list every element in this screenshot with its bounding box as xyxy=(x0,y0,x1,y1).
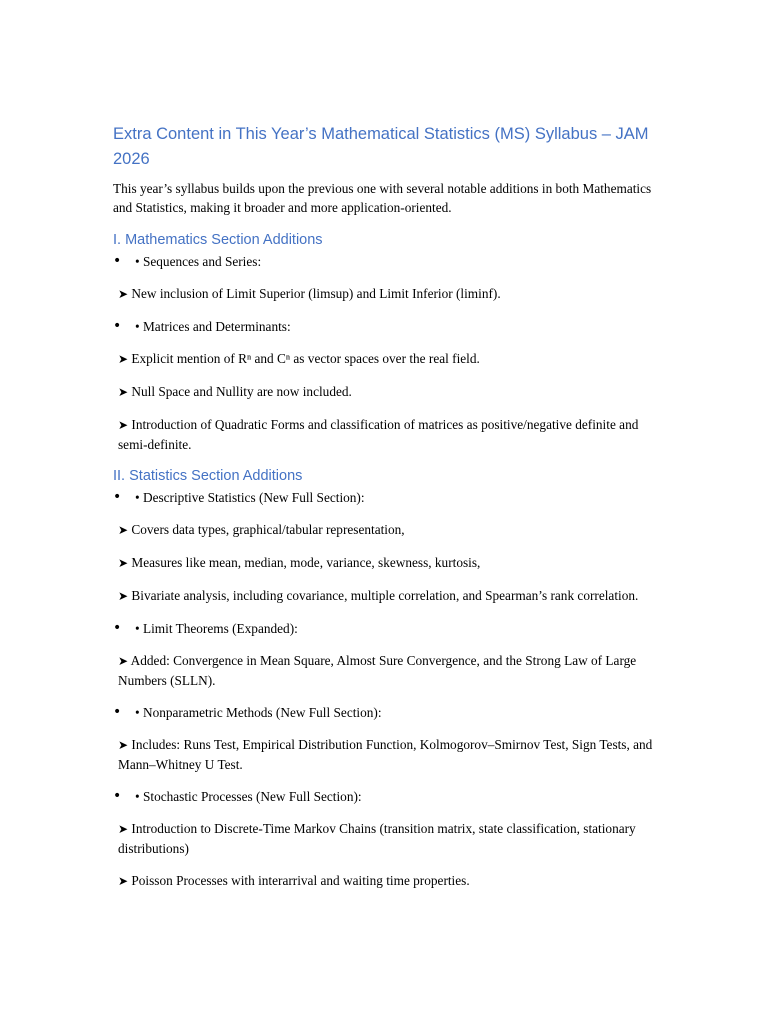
sub-point-text: Includes: Runs Test, Empirical Distribution Function, Kolmogorov–Smirnov Test, Sign Tests, and Mann–Whitney U Test. xyxy=(118,737,653,772)
section xyxy=(113,467,653,891)
sub-point-text: New inclusion of Limit Superior (limsup) and Limit Inferior (liminf). xyxy=(131,286,501,301)
bullet-item xyxy=(113,252,653,271)
sub-point-text: Added: Convergence in Mean Square, Almost Sure Convergence, and the Strong Law of Large Numbers (SLLN). xyxy=(118,653,637,688)
sub-point-text: Bivariate analysis, including covariance, multiple correlation, and Spearman’s rank correlation. xyxy=(131,588,639,603)
sub-point-text: Null Space and Nullity are now included. xyxy=(131,384,352,399)
sections-container xyxy=(113,231,653,891)
arrow-icon: ➤ xyxy=(118,418,129,432)
sub-point-text: Covers data types, graphical/tabular representation, xyxy=(131,522,405,537)
bullet-item xyxy=(113,703,653,722)
bullet-dot-icon: • xyxy=(113,788,122,804)
arrow-icon: ➤ xyxy=(118,738,129,752)
arrow-icon: ➤ xyxy=(118,822,129,836)
bullet-label: • Stochastic Processes (New Full Section): xyxy=(135,789,362,804)
sub-point-text: Measures like mean, median, mode, variance, skewness, kurtosis, xyxy=(131,555,481,570)
arrow-icon: ➤ xyxy=(118,654,129,668)
bullet-label: • Limit Theorems (Expanded): xyxy=(135,621,298,636)
bullet-dot-icon: • xyxy=(113,253,122,269)
sub-point-text: Introduction to Discrete-Time Markov Chains (transition matrix, state classification, stationary distributions) xyxy=(118,821,636,856)
sub-point xyxy=(113,284,653,304)
bullet-dot-icon: • xyxy=(113,489,122,505)
section-heading: II. Statistics Section Additions xyxy=(113,468,303,484)
arrow-icon: ➤ xyxy=(118,523,129,537)
sub-point xyxy=(113,349,653,369)
sub-point xyxy=(113,871,653,891)
sub-point-text: Explicit mention of Rⁿ and Cⁿ as vector spaces over the real field. xyxy=(131,351,480,366)
bullet-item xyxy=(113,488,653,507)
bullet-item xyxy=(113,787,653,806)
sub-point xyxy=(113,382,653,402)
bullet-label: • Sequences and Series: xyxy=(135,254,262,269)
bullet-dot-icon: • xyxy=(113,620,122,636)
document-title: Extra Content in This Year’s Mathematical Statistics (MS) Syllabus – JAM 2026 xyxy=(113,125,649,168)
bullet-label: • Nonparametric Methods (New Full Section): xyxy=(135,705,382,720)
bullet-item xyxy=(113,317,653,336)
document-body xyxy=(113,122,653,904)
bullet-item xyxy=(113,619,653,638)
arrow-icon: ➤ xyxy=(118,287,129,301)
intro-paragraph: This year’s syllabus builds upon the previous one with several notable additions in both Mathematics and Statistics, making it broader and more application-oriented. xyxy=(113,181,652,215)
bullet-label: • Descriptive Statistics (New Full Section): xyxy=(135,490,365,505)
arrow-icon: ➤ xyxy=(118,385,129,399)
sub-point xyxy=(113,735,653,774)
sub-point xyxy=(113,819,653,858)
sub-point xyxy=(113,586,653,606)
sub-point-text: Introduction of Quadratic Forms and classification of matrices as positive/negative definite and semi-definite. xyxy=(118,417,639,452)
arrow-icon: ➤ xyxy=(118,556,129,570)
sub-point xyxy=(113,520,653,540)
bullet-dot-icon: • xyxy=(113,318,122,334)
sub-point xyxy=(113,553,653,573)
bullet-dot-icon: • xyxy=(113,704,122,720)
arrow-icon: ➤ xyxy=(118,352,129,366)
sub-point xyxy=(113,651,653,690)
section-heading: I. Mathematics Section Additions xyxy=(113,232,323,248)
bullet-label: • Matrices and Determinants: xyxy=(135,319,291,334)
section xyxy=(113,231,653,454)
arrow-icon: ➤ xyxy=(118,589,129,603)
arrow-icon: ➤ xyxy=(118,874,129,888)
sub-point xyxy=(113,415,653,454)
sub-point-text: Poisson Processes with interarrival and waiting time properties. xyxy=(131,873,470,888)
